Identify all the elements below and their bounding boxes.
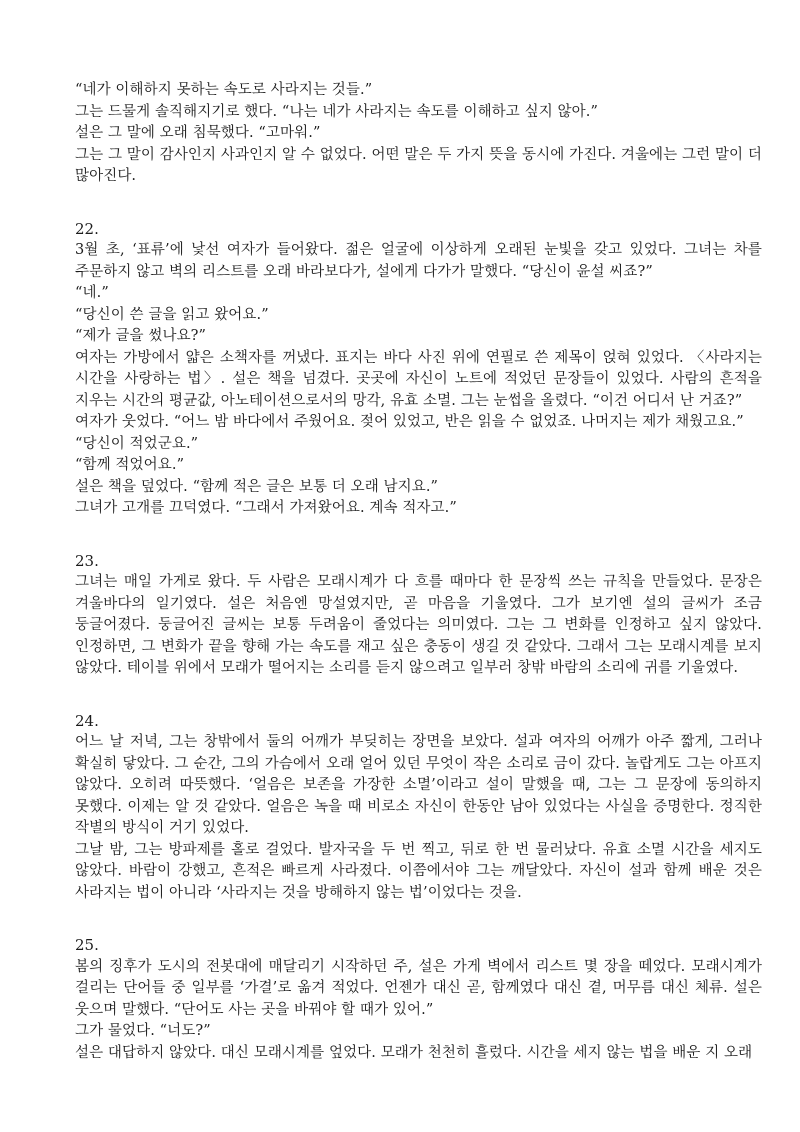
section-22 bbox=[75, 219, 762, 520]
section-continuation bbox=[75, 80, 762, 188]
section-heading: 22. bbox=[75, 219, 99, 238]
paragraph: “당신이 적었군요.” bbox=[75, 435, 199, 452]
text-column bbox=[75, 80, 762, 1064]
paragraph: 설은 대답하지 않았다. 대신 모래시계를 엎었다. 모래가 천천히 흘렀다. 시간을 세지 않는 법을 배운 지 오래 bbox=[75, 1044, 753, 1061]
paragraph: “네가 이해하지 못하는 속도로 사라지는 것들.” bbox=[75, 82, 373, 98]
section-heading: 24. bbox=[75, 711, 99, 730]
paragraph: 그는 드물게 솔직해지기로 했다. “나는 네가 사라지는 속도를 이해하고 싶지 않아.” bbox=[75, 103, 598, 120]
paragraph: 봄의 징후가 도시의 전봇대에 매달리기 시작하던 주, 설은 가게 벽에서 리스트 몇 장을 떼었다. 모래시계가 걸리는 단어들 중 일부를 ‘가결’로 옮겨 적었다. 언젠가 대신 곧, 함께였다 대신 곁, 머무름 대신 체류. 설은 웃으며 말했다. “단어도 사는 곳을 바꿔야 할 때가 있어.” bbox=[75, 958, 762, 1018]
paragraph: 설은 책을 덮었다. “함께 적은 글은 보통 더 오래 남지요.” bbox=[75, 478, 439, 495]
paragraph: “당신이 쓴 글을 읽고 왔어요.” bbox=[75, 306, 269, 323]
paragraph: “함께 적었어요.” bbox=[75, 457, 185, 473]
section-heading: 25. bbox=[75, 936, 99, 954]
section-24 bbox=[75, 711, 762, 905]
section-23 bbox=[75, 551, 762, 680]
paragraph: 여자는 가방에서 얇은 소책자를 꺼냈다. 표지는 바다 사진 위에 연필로 쓴 제목이 얹혀 있었다. 〈사라지는 시간을 사랑하는 법〉. 설은 책을 넘겼다. 곳곳에 자신이 노트에 적었던 문장들이 있었다. 사람의 흔적을 지우는 시간의 평균값, 아노테이션으로서의 망각, 유효 소멸. 그는 눈썹을 올렸다. “이건 어디서 난 거죠?” bbox=[75, 349, 762, 409]
paragraph: 어느 날 저녁, 그는 창밖에서 둘의 어깨가 부딪히는 장면을 보았다. 설과 여자의 어깨가 아주 짧게, 그러나 확실히 닿았다. 그 순간, 그의 가슴에서 오래 얼어 있던 무엇이 작은 소리로 금이 갔다. 놀랍게도 그는 아프지 않았다. 오히려 따뜻했다. ‘얼음은 보존을 가장한 소멸’이라고 설이 말했을 때, 그는 그 문장에 동의하지 못했다. 이제는 알 것 같았다. 얼음은 녹을 때 비로소 자신이 한동안 남아 있었다는 사실을 증명한다. 정직한 작별의 방식이 거기 있었다. bbox=[75, 734, 762, 836]
paragraph: 그가 물었다. “너도?” bbox=[75, 1023, 211, 1039]
paragraph: 그녀는 매일 가게로 왔다. 두 사람은 모래시계가 다 흐를 때마다 한 문장씩 쓰는 규칙을 만들었다. 문장은 겨울바다의 일기였다. 설은 처음엔 망설였지만, 곧 마음을 기울였다. 그가 보기엔 설의 글씨가 조금 둥글어졌다. 둥글어진 글씨는 보통 두려움이 줄었다는 의미였다. 그는 그 변화를 인정하고 싶지 않았다. 인정하면, 그 변화가 끝을 향해 가는 속도를 재고 싶은 충동이 생길 것 같았다. 그래서 그는 모래시계를 보지 않았다. 테이블 위에서 모래가 떨어지는 소리를 듣지 않으려고 일부러 창밖 바람의 소리에 귀를 기울였다. bbox=[75, 574, 762, 676]
section-25 bbox=[75, 935, 762, 1064]
paragraph: 그녀가 고개를 끄덕였다. “그래서 가져왔어요. 계속 적자고.” bbox=[75, 500, 457, 516]
paragraph: 설은 그 말에 오래 침묵했다. “고마워.” bbox=[75, 125, 321, 141]
paragraph: 여자가 웃었다. “어느 밤 바다에서 주웠어요. 젖어 있었고, 반은 읽을 수 없었죠. 나머지는 제가 채웠고요.” bbox=[75, 414, 744, 430]
paragraph: 3월 초, ‘표류’에 낯선 여자가 들어왔다. 젊은 얼굴에 이상하게 오래된 눈빛을 갖고 있었다. 그녀는 차를 주문하지 않고 벽의 리스트를 오래 바라보다가, 설에게 다가가 말했다. “당신이 윤설 씨죠?” bbox=[75, 242, 762, 280]
paragraph: 그날 밤, 그는 방파제를 홀로 걸었다. 발자국을 두 번 찍고, 뒤로 한 번 물러났다. 유효 소멸 시간을 세지도 않았다. 바람이 강했고, 흔적은 빠르게 사라졌다. 이쯤에서야 그는 깨달았다. 자신이 설과 함께 배운 것은 사라지는 법이 아니라 ‘사라지는 것을 방해하지 않는 법’이었다는 것을. bbox=[75, 841, 762, 901]
section-heading: 23. bbox=[75, 551, 99, 570]
paragraph: “제가 글을 썼나요?” bbox=[75, 328, 207, 344]
paragraph: “네.” bbox=[75, 285, 109, 301]
paragraph: 그는 그 말이 감사인지 사과인지 알 수 없었다. 어떤 말은 두 가지 뜻을 동시에 가진다. 겨울에는 그런 말이 더 많아진다. bbox=[75, 146, 762, 184]
